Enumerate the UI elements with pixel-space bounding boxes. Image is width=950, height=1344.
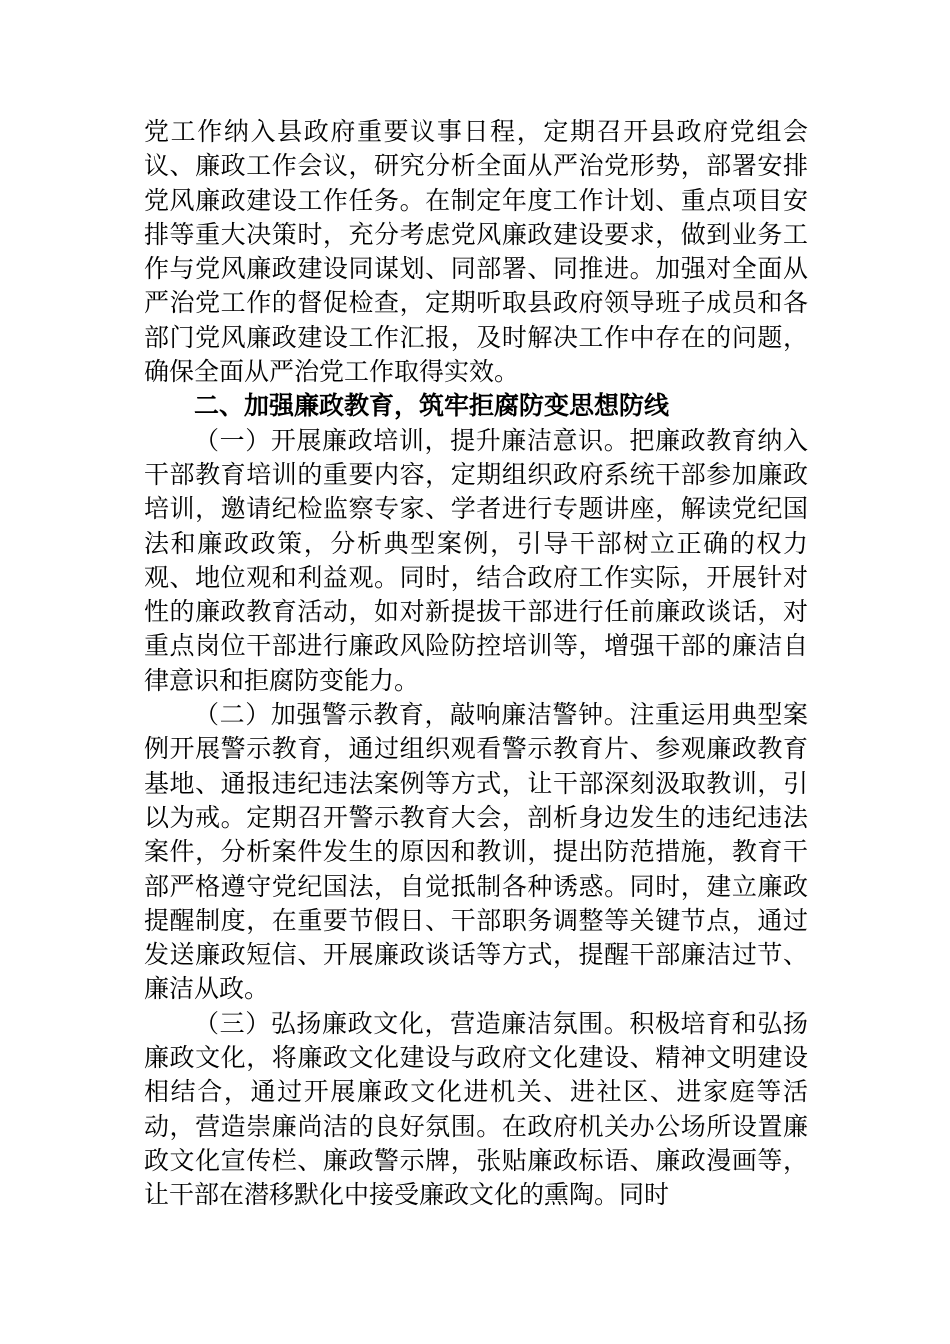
paragraph-warning-education: （二）加强警示教育，敲响廉洁警钟。注重运用典型案例开展警示教育，通过组织观看警示教育片、参观廉政教育基地、通报违纪违法案例等方式，让干部深刻汲取教训，引以为戒。定期召开警示教育大会，剖析身边发生的违纪违法案件，分析案件发生的原因和教训，提出防范措施，教育干部严格遵守党纪国法，自觉抵制各种诱惑。同时，建立廉政提醒制度，在重要节假日、干部职务调整等关键节点，通过发送廉政短信、开展廉政谈话等方式，提醒干部廉洁过节、廉洁从政。 bbox=[144, 700, 808, 1004]
paragraph-continuation: 党工作纳入县政府重要议事日程，定期召开县政府党组会议、廉政工作会议，研究分析全面从严治党形势，部署安排党风廉政建设工作任务。在制定年度工作计划、重点项目安排等重大决策时，充分考虑党风廉政建设要求，做到业务工作与党风廉政建设同谋划、同部署、同推进。加强对全面从严治党工作的督促检查，定期听取县政府领导班子成员和各部门党风廉政建设工作汇报，及时解决工作中存在的问题，确保全面从严治党工作取得实效。 bbox=[144, 117, 808, 387]
section-heading: 二、加强廉政教育，筑牢拒腐防变思想防线 bbox=[194, 391, 670, 421]
paragraph-integrity-culture: （三）弘扬廉政文化，营造廉洁氛围。积极培育和弘扬廉政文化，将廉政文化建设与政府文化建设、精神文明建设相结合，通过开展廉政文化进机关、进社区、进家庭等活动，营造崇廉尚洁的良好氛围。在政府机关办公场所设置廉政文化宣传栏、廉政警示牌，张贴廉政标语、廉政漫画等，让干部在潜移默化中接受廉政文化的熏陶。同时 bbox=[144, 1008, 808, 1210]
paragraph-training: （一）开展廉政培训，提升廉洁意识。把廉政教育纳入干部教育培训的重要内容，定期组织政府系统干部参加廉政培训，邀请纪检监察专家、学者进行专题讲座，解读党纪国法和廉政政策，分析典型案例，引导干部树立正确的权力观、地位观和利益观。同时，结合政府工作实际，开展针对性的廉政教育活动，如对新提拔干部进行任前廉政谈话，对重点岗位干部进行廉政风险防控培训等，增强干部的廉洁自律意识和拒腐防变能力。 bbox=[144, 425, 808, 695]
document-body bbox=[144, 115, 808, 1213]
